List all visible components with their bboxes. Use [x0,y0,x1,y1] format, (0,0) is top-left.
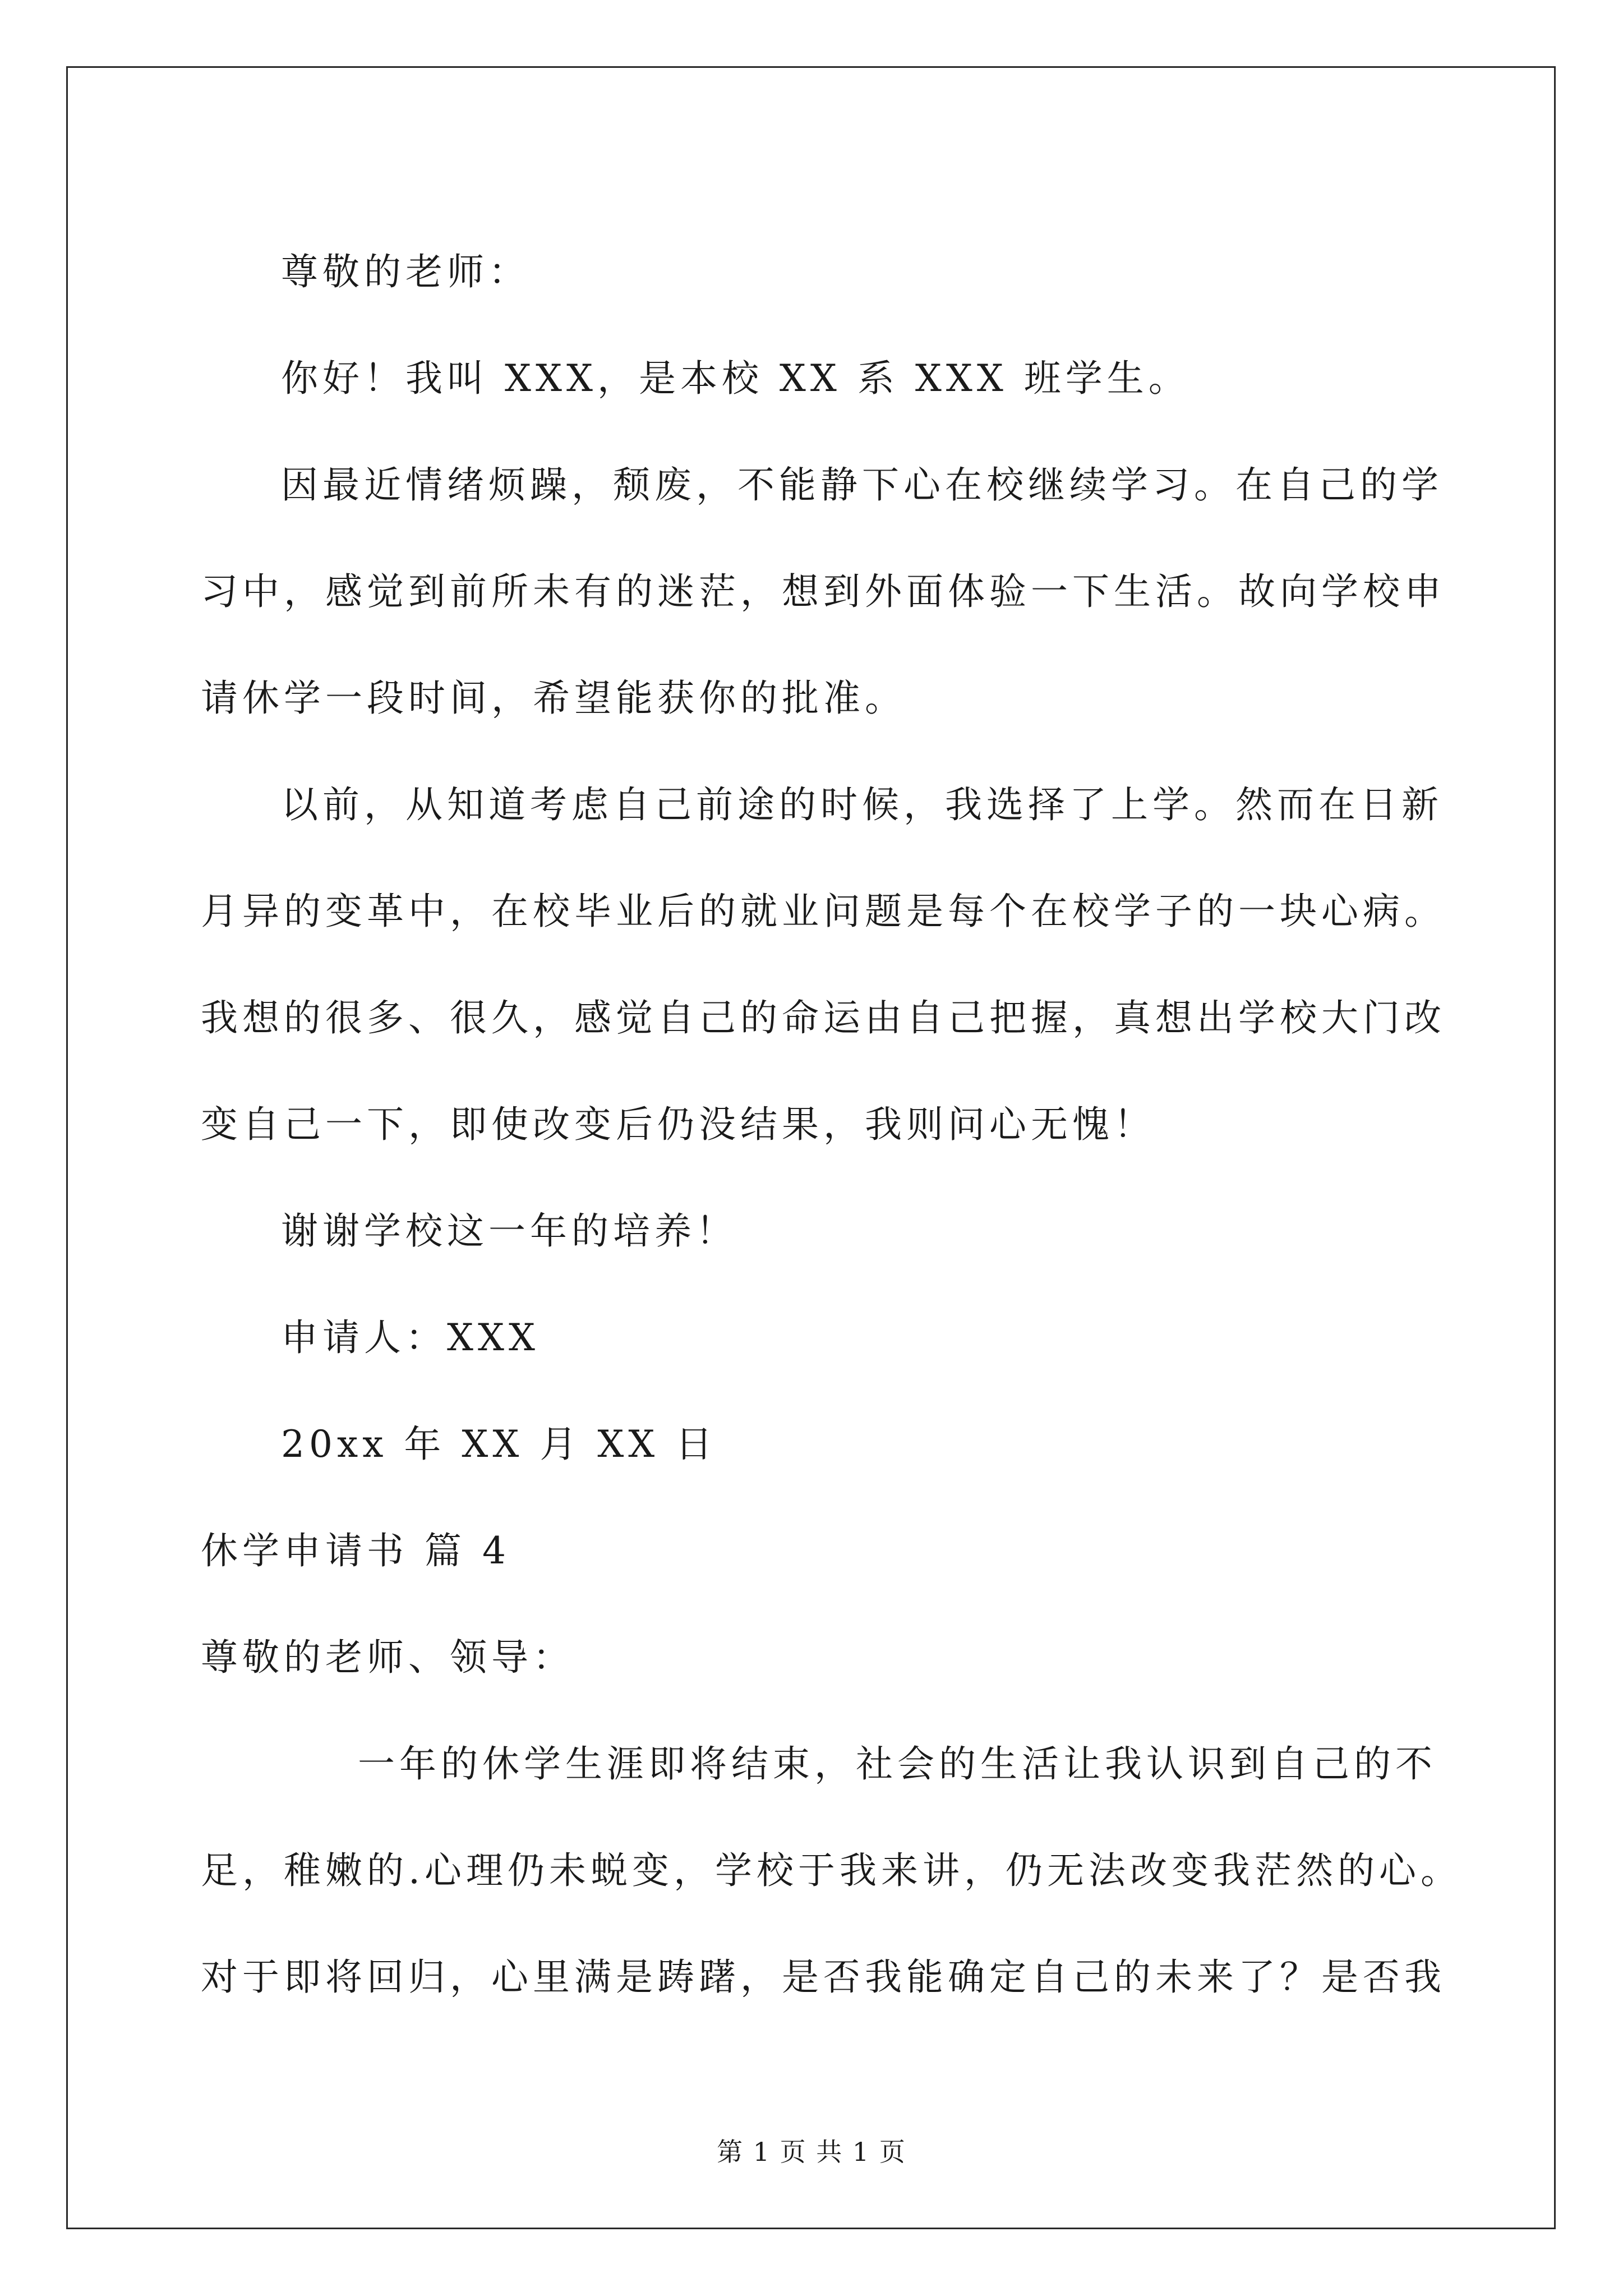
salutation: 尊敬的老师、领导： [201,1636,574,1679]
page-number-footer: 第 1 页 共 1 页 [717,2137,906,2167]
greeting-line: 你好！我叫 XXX，是本校 XX 系 XXX 班学生。 [281,357,1190,400]
thanks-line: 谢谢学校这一年的培养！ [281,1209,737,1253]
paragraph-line: 变自己一下，即使改变后仍没结果，我则问心无愧！ [201,1103,1155,1146]
section-title: 休学申请书 篇 4 [201,1529,510,1572]
paragraph-line: 请休学一段时间，希望能获你的批准。 [201,677,906,720]
paragraph-line: 以前，从知道考虑自己前途的时候，我选择了上学。然而在日新 [281,783,1443,826]
applicant-line: 申请人：XXX [281,1316,540,1359]
paragraph-line: 月异的变革中，在校毕业后的就业问题是每个在校学子的一块心病。 [201,890,1446,933]
paragraph-line: 一年的休学生涯即将结束，社会的生活让我认识到自己的不 [358,1742,1437,1786]
salutation: 尊敬的老师： [281,250,530,293]
paragraph-line: 因最近情绪烦躁，颓废，不能静下心在校继续学习。在自己的学 [281,463,1443,507]
paragraph-line: 对于即将回归，心里满是踌躇，是否我能确定自己的未来了？是否我 [201,1955,1446,1999]
paragraph-line: 我想的很多、很久，感觉自己的命运由自己把握，真想出学校大门改 [201,996,1446,1039]
paragraph-line: 足，稚嫩的.心理仍未蜕变，学校于我来讲，仍无法改变我茫然的心。 [201,1849,1462,1892]
paragraph-line: 习中，感觉到前所未有的迷茫，想到外面体验一下生活。故向学校申 [201,570,1446,613]
date-line: 20xx 年 XX 月 XX 日 [281,1423,717,1466]
document-body [201,219,1462,2031]
